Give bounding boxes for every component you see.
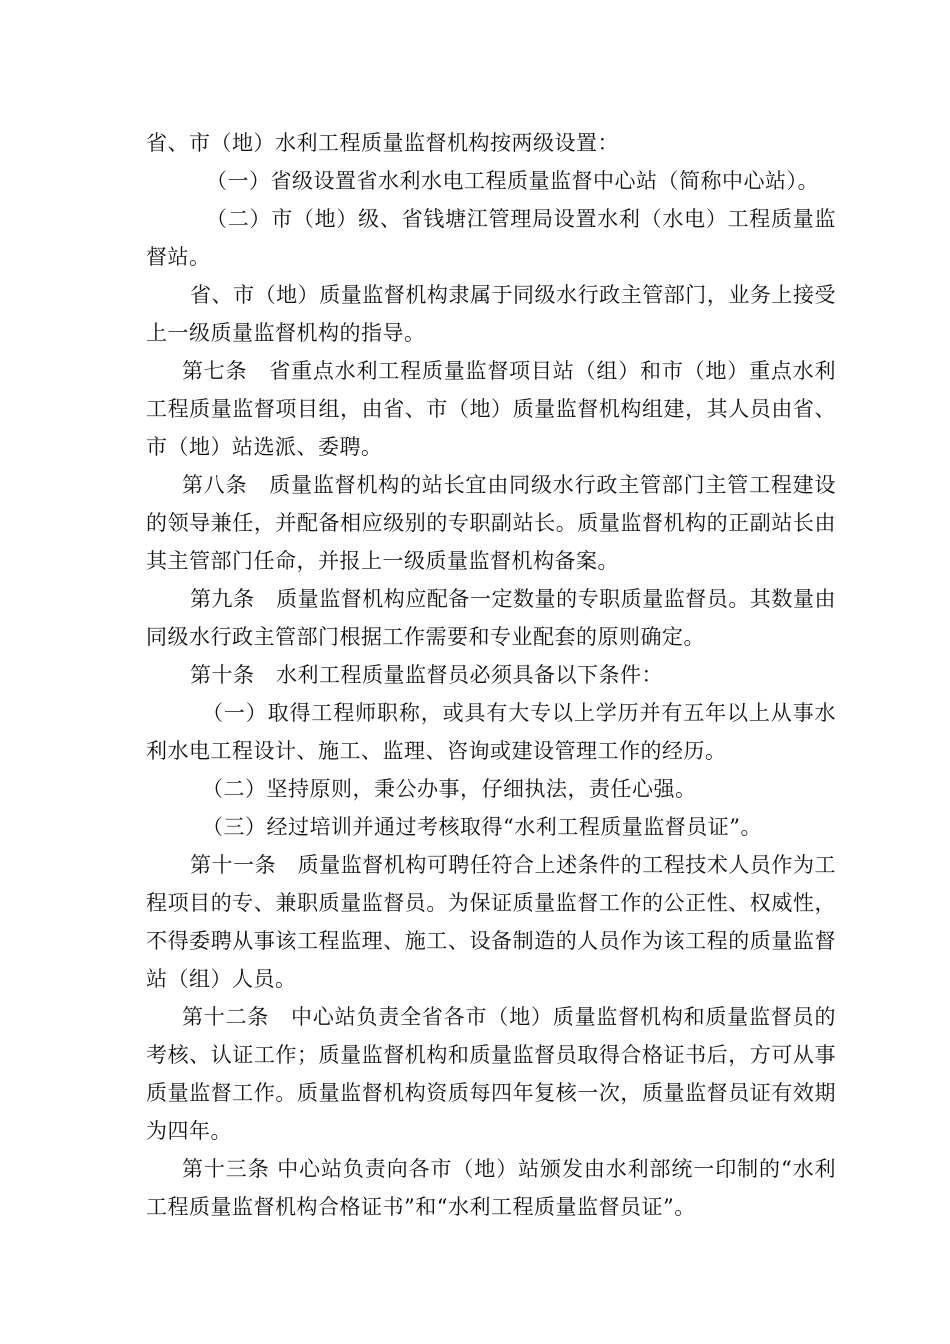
paragraph-article-10-item-1: （一）取得工程师职称，或具有大专以上学历并有五年以上从事水利水电工程设计、施工、监理、咨询或建设管理工作的经历。 — [146, 701, 836, 763]
paragraph-article-10-item-2: （二）坚持原则，秉公办事，仔细执法，责任心强。 — [202, 777, 697, 801]
paragraph-setup: 省、市（地）水利工程质量监督机构按两级设置： — [146, 131, 619, 155]
paragraph-item-1: （一）省级设置省水利水电工程质量监督中心站（简称中心站）。 — [206, 169, 819, 193]
paragraph-article-10-item-3: （三）经过培训并通过考核取得“水利工程质量监督员证”。 — [202, 815, 762, 839]
paragraph-item-2: （二）市（地）级、省钱塘江管理局设置水利（水电）工程质量监督站。 — [146, 207, 836, 269]
paragraph-article-8: 第八条 质量监督机构的站长宜由同级水行政主管部门主管工程建设的领导兼任，并配备相应级别的专职副站长。质量监督机构的正副站长由其主管部门任命，并报上一级质量监督机构备案。 — [146, 473, 836, 573]
paragraph-article-7: 第七条 省重点水利工程质量监督项目站（组）和市（地）重点水利工程质量监督项目组，由省、市（地）质量监督机构组建，其人员由省、市（地）站选派、委聘。 — [146, 359, 836, 459]
document-body — [146, 124, 836, 1226]
paragraph-affiliation: 省、市（地）质量监督机构隶属于同级水行政主管部门，业务上接受上一级质量监督机构的指导。 — [146, 283, 836, 345]
paragraph-article-9: 第九条 质量监督机构应配备一定数量的专职质量监督员。其数量由同级水行政主管部门根据工作需要和专业配套的原则确定。 — [146, 587, 836, 649]
paragraph-article-10: 第十条 水利工程质量监督员必须具备以下条件： — [190, 663, 663, 687]
paragraph-article-11: 第十一条 质量监督机构可聘任符合上述条件的工程技术人员作为工程项目的专、兼职质量监督员。为保证质量监督工作的公正性、权威性，不得委聘从事该工程监理、施工、设备制造的人员作为该工程的质量监督站（组）人员。 — [146, 853, 836, 991]
paragraph-article-13: 第十三条 中心站负责向各市（地）站颁发由水利部统一印制的“水利工程质量监督机构合格证书”和“水利工程质量监督员证”。 — [146, 1157, 836, 1219]
paragraph-article-12: 第十二条 中心站负责全省各市（地）质量监督机构和质量监督员的考核、认证工作；质量监督机构和质量监督员取得合格证书后，方可从事质量监督工作。质量监督机构资质每四年复核一次，质量监督员证有效期为四年。 — [146, 1005, 836, 1143]
